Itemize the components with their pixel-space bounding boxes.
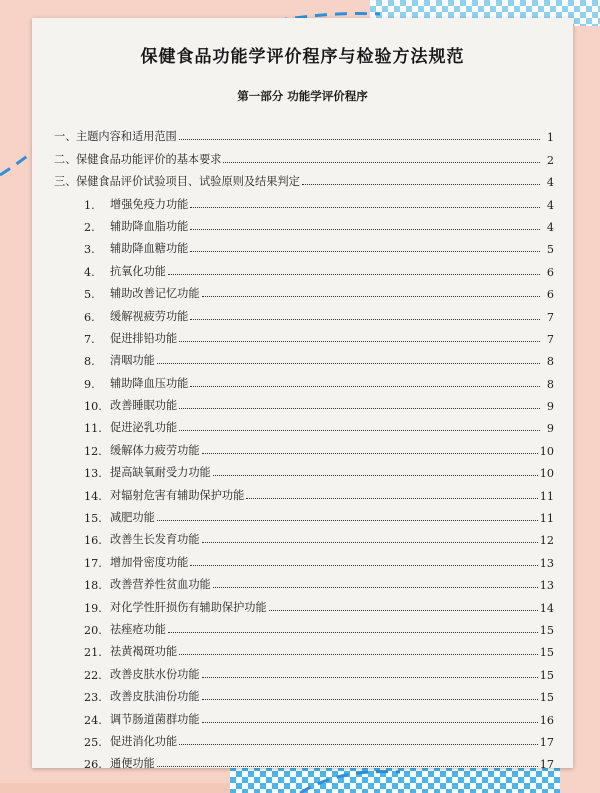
- toc-entry-label: 通便功能: [110, 757, 155, 771]
- toc-entry-number: 20.: [84, 623, 102, 637]
- toc-entry-number: 19.: [84, 601, 102, 615]
- toc-dot-leader: [179, 138, 540, 140]
- toc-entry-page: 4: [546, 176, 554, 190]
- toc-entry-page: 9: [546, 422, 554, 436]
- toc-entry-number: 1.: [84, 198, 95, 212]
- toc-dot-leader: [190, 564, 537, 566]
- toc-entry-label: 清咽功能: [110, 354, 155, 368]
- part-title: 第一部分 功能学评价程序: [237, 89, 368, 103]
- toc-entry: [54, 525, 554, 547]
- toc-entry-label: 主题内容和适用范围: [76, 130, 177, 144]
- toc-entry-number: 12.: [84, 444, 102, 458]
- toc-entry-page: 16: [539, 713, 554, 727]
- toc-dot-leader: [246, 497, 537, 499]
- toc-entry: [54, 189, 554, 211]
- toc-entry-label: 促进消化功能: [110, 734, 178, 748]
- toc-entry: [54, 391, 554, 413]
- toc-entry-number: 18.: [84, 579, 102, 593]
- toc-entry-number: 15.: [84, 512, 102, 526]
- toc-entry-number: 7.: [84, 332, 95, 346]
- toc-entry-number: 21.: [84, 646, 102, 660]
- toc-entry-number: 13.: [84, 467, 102, 481]
- toc-entry-label: 祛黄褐斑功能: [110, 645, 178, 659]
- toc-dot-leader: [168, 273, 540, 275]
- toc-entry-number: 二、: [54, 152, 77, 166]
- toc-entry: [54, 704, 554, 726]
- toc-entry: [54, 413, 554, 435]
- toc-entry-number: 24.: [84, 713, 102, 727]
- toc-entry: [54, 592, 554, 614]
- toc-entry-label: 对辐射危害有辅助保护功能: [110, 488, 245, 502]
- toc-entry-number: 11.: [84, 422, 102, 436]
- toc-dot-leader: [202, 698, 538, 700]
- toc-dot-leader: [157, 519, 538, 521]
- toc-entry-label: 缓解视疲劳功能: [110, 309, 189, 323]
- toc-entry-label: 祛痤疮功能: [110, 622, 166, 636]
- toc-dot-leader: [202, 676, 538, 678]
- toc-entry: [54, 256, 554, 278]
- toc-entry-page: 15: [539, 668, 554, 682]
- toc-entry: [54, 480, 554, 502]
- toc-entry-label: 改善营养性贫血功能: [110, 578, 211, 592]
- toc-entry-number: 23.: [84, 691, 102, 705]
- toc-entry-page: 11: [539, 512, 554, 526]
- toc-entry: [54, 301, 554, 323]
- toc-entry: [54, 122, 554, 144]
- toc-entry-number: 4.: [84, 265, 95, 279]
- toc-entry: [54, 458, 554, 480]
- toc-dot-leader: [213, 586, 538, 588]
- toc-entry: [54, 749, 554, 771]
- toc-entry-page: 10: [539, 467, 554, 481]
- toc-entry-number: 17.: [84, 556, 102, 570]
- toc-entry-label: 调节肠道菌群功能: [110, 712, 200, 726]
- toc-entry-page: 6: [546, 288, 554, 302]
- toc-entry-number: 8.: [84, 355, 95, 369]
- toc-entry-label: 辅助降血压功能: [110, 376, 189, 390]
- toc-entry: [54, 167, 554, 189]
- toc-entry-page: 1: [546, 131, 554, 145]
- toc-entry-label: 辅助降血糖功能: [110, 242, 189, 256]
- toc-entry-label: 减肥功能: [110, 511, 155, 525]
- toc-entry-page: 11: [539, 489, 554, 503]
- toc-dot-leader: [223, 161, 540, 163]
- toc-entry-number: 6.: [84, 310, 95, 324]
- toc-entry-label: 辅助改善记忆功能: [110, 287, 200, 301]
- toc-entry: [54, 570, 554, 592]
- toc-entry-label: 缓解体力疲劳功能: [110, 443, 200, 457]
- toc-entry-number: 5.: [84, 288, 95, 302]
- toc-entry: [54, 435, 554, 457]
- toc-entry-number: 25.: [84, 735, 102, 749]
- toc-entry-label: 促进泌乳功能: [110, 421, 178, 435]
- toc-entry: [54, 682, 554, 704]
- toc-entry-number: 3.: [84, 243, 95, 257]
- toc-entry: [54, 144, 554, 166]
- toc-entry-label: 改善睡眠功能: [110, 399, 178, 413]
- toc-dot-leader: [179, 340, 540, 342]
- toc-entry-page: 7: [546, 310, 554, 324]
- toc-dot-leader: [190, 228, 540, 230]
- toc-entry-label: 增强免疫力功能: [110, 197, 189, 211]
- toc-entry-page: 4: [546, 220, 554, 234]
- toc-entry-label: 增加骨密度功能: [110, 555, 189, 569]
- toc-entry-label: 保健食品评价试验项目、试验原则及结果判定: [76, 175, 300, 189]
- toc-entry-number: 14.: [84, 489, 102, 503]
- toc-entry-number: 9.: [84, 377, 95, 391]
- toc-entry-page: 8: [546, 377, 554, 391]
- toc-entry-label: 改善生长发育功能: [110, 533, 200, 547]
- toc-entry-number: 2.: [84, 220, 95, 234]
- toc-dot-leader: [302, 183, 540, 185]
- toc-dot-leader: [213, 474, 538, 476]
- toc-entry-page: 10: [539, 444, 554, 458]
- toc-entry-label: 促进排铅功能: [110, 331, 178, 345]
- toc-entry: [54, 727, 554, 749]
- toc-entry-page: 2: [546, 153, 554, 167]
- toc-entry-label: 提高缺氧耐受力功能: [110, 466, 211, 480]
- toc-dot-leader: [269, 609, 538, 611]
- toc-dot-leader: [179, 653, 538, 655]
- toc-entry-page: 17: [539, 758, 554, 772]
- toc-entry-page: 9: [546, 400, 554, 414]
- toc-dot-leader: [190, 206, 540, 208]
- toc-entry-page: 6: [546, 265, 554, 279]
- toc-entry-label: 对化学性肝损伤有辅助保护功能: [110, 600, 267, 614]
- toc-dot-leader: [190, 318, 540, 320]
- toc-entry: [54, 346, 554, 368]
- toc-entry: [54, 503, 554, 525]
- toc-entry-page: 15: [539, 691, 554, 705]
- toc-entry-page: 15: [539, 646, 554, 660]
- toc-entry-page: 13: [539, 556, 554, 570]
- toc-entry: [54, 637, 554, 659]
- toc-dot-leader: [179, 407, 540, 409]
- toc-entry-label: 保健食品功能评价的基本要求: [76, 152, 222, 166]
- toc-entry: [54, 279, 554, 301]
- toc-dot-leader: [202, 541, 538, 543]
- document-title: 保健食品功能学评价程序与检验方法规范: [140, 47, 465, 67]
- toc-entry-page: 17: [539, 735, 554, 749]
- toc-entry-page: 7: [546, 332, 554, 346]
- toc-entry-number: 10.: [84, 400, 102, 414]
- toc-entry: [54, 212, 554, 234]
- toc-entry-page: 12: [539, 534, 554, 548]
- toc-entry-number: 16.: [84, 534, 102, 548]
- toc-entry: [54, 324, 554, 346]
- toc-dot-leader: [202, 721, 538, 723]
- toc-entry-page: 4: [546, 198, 554, 212]
- toc-entry-page: 13: [539, 579, 554, 593]
- toc-entry-label: 辅助降血脂功能: [110, 219, 189, 233]
- toc-entry-number: 三、: [54, 175, 77, 189]
- document-page: [32, 18, 573, 772]
- toc-entry-number: 22.: [84, 668, 102, 682]
- toc-dot-leader: [168, 631, 538, 633]
- toc-entry-number: 一、: [54, 130, 77, 144]
- toc-entry-page: 8: [546, 355, 554, 369]
- toc-dot-leader: [202, 452, 538, 454]
- toc-entry-label: 改善皮肤油份功能: [110, 690, 200, 704]
- toc-entry-number: 26.: [84, 758, 102, 772]
- toc-dot-leader: [179, 429, 540, 431]
- toc-entry-page: 5: [546, 243, 554, 257]
- toc-dot-leader: [157, 765, 538, 767]
- toc-entry-label: 改善皮肤水份功能: [110, 667, 200, 681]
- toc-entry: [54, 547, 554, 569]
- toc-entry-label: 抗氧化功能: [110, 264, 166, 278]
- toc-entry: [54, 368, 554, 390]
- toc-dot-leader: [157, 362, 540, 364]
- toc-dot-leader: [179, 743, 538, 745]
- toc-dot-leader: [190, 385, 540, 387]
- toc-entry: [54, 615, 554, 637]
- toc-entry: [54, 659, 554, 681]
- toc-dot-leader: [202, 295, 540, 297]
- toc-entry-page: 15: [539, 623, 554, 637]
- toc-entry-page: 14: [539, 601, 554, 615]
- table-of-contents: [54, 122, 554, 771]
- toc-dot-leader: [190, 250, 540, 252]
- toc-entry: [54, 234, 554, 256]
